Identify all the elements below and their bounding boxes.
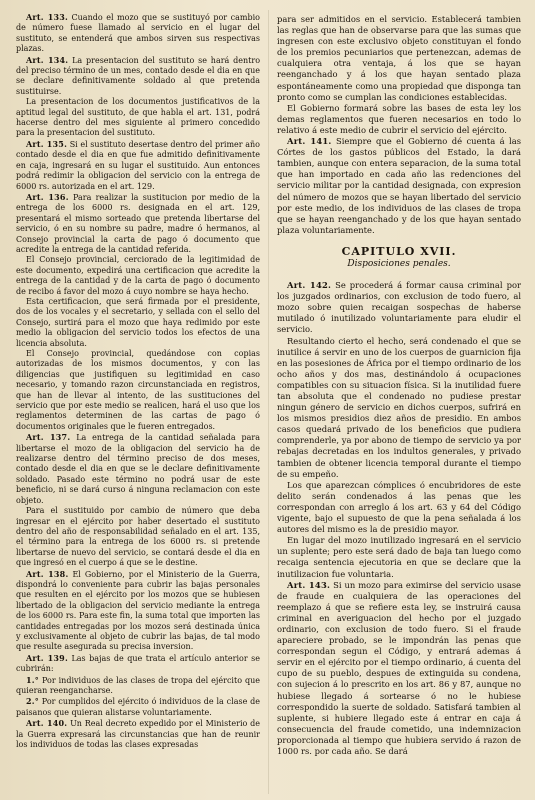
article-text: Resultando cierto el hecho, será condenado el que se inutilice á servir en uno de los cuerpos de guarnicion fija en las posesiones de África por el tiempo ordinario de los ocho años y dos mas, destinándolo á ocupaciones compatibles con su situacion física. Si la inutilidad fuere tan absoluta que el condenado no pudiese prestar ningun género de servicio en dichos cuerpos, sufrirá en los mismos presidios diez años de presidio. En ambos casos quedará privado de los beneficios que pudiera comprenderle, ya por abono de tiempo de servicio ya por rebajas decretadas en los indultos generales, y privado tambien de obtener licencia temporal durante el tiempo de su empeño. <box>277 335 521 479</box>
article-paragraph <box>16 349 260 432</box>
article-paragraph <box>16 675 260 697</box>
article-text: En lugar del mozo inutilizado ingresará en el servicio un suplente; pero este será dado de baja tan luego como recaiga sentencia ejecutoria en que se declare que la inutilizacion fue voluntaria. <box>277 535 521 579</box>
article-text: La presentacion del sustituto se hará dentro del preciso término de un mes, contado desde el dia en que se declare definitivamente soldado al que pretenda sustituirse. <box>16 55 260 96</box>
article-paragraph <box>16 569 260 653</box>
column-divider <box>268 10 269 794</box>
article-number: 1.° <box>26 674 39 685</box>
article-paragraph <box>16 192 260 255</box>
article-paragraph <box>16 97 260 139</box>
article-text: El Gobierno, por el Ministerio de la Guerra, dispondrá lo conveniente para cubrir las bajas personales que resulten en el ejército por los mozos que se hubiesen libertado de la obligacion del servicio mediante la entrega de los 6000 rs. Para este fin, la suma total que importen las cantidades entregadas por los mozos será destinada única y exclusivamente al objeto de cubrir las bajas, de tal modo que resulte asegurada su precisa inversion. <box>16 569 260 652</box>
article-number: Art. 136. <box>26 191 69 202</box>
article-text: Por individuos de las clases de tropa del ejército que quieran reengancharse. <box>16 675 260 695</box>
article-text: Si el sustituto desertase dentro del primer año contado desde el dia en que fue admitido definitivamente en caja, ingresará en su lugar el sustituido. Aun entonces podrá redimir la obligacion del servicio con la entrega de 6000 rs. autorizada en el art. 129. <box>16 139 260 191</box>
article-text: Esta certificacion, que será firmada por el presidente, dos de los vocales y el secretario, y sellada con el sello del Consejo, surtirá para el mozo que haya redimido por este medio la obligacion del servicio todos los efectos de una licencia absoluta. <box>16 296 260 348</box>
article-text: Siempre que el Gobierno dé cuenta á las Córtes de los gastos públicos del Estado, la dará tambien, aunque con entera separacion, de la suma total que han importado en cada año las redenciones del servicio militar por la cantidad designada, con expresion del número de mozos que se hayan libertado del servicio por este medio, de los individuos de las clases de tropa que se hayan reenganchado y de los que hayan sentado plaza voluntariamente. <box>277 136 521 235</box>
article-paragraph <box>277 280 521 335</box>
article-text: Se procederá á formar causa criminal por los juzgados ordinarios, con exclusion de todo fuero, al mozo sobre quien recaigan sospechas de haberse mutilado ó inutilizado voluntariamente para eludir el servicio. <box>277 280 521 335</box>
chapter-subtitle: Disposiciones penales. <box>347 258 451 269</box>
article-paragraph <box>277 136 521 236</box>
article-paragraph <box>16 653 260 675</box>
article-text: Si un mozo para eximirse del servicio usase de fraude en cualquiera de las operaciones del reemplazo á que se refiere esta ley, se instruirá causa criminal en averiguacion del hecho por el juzgado ordinario, con exclusion de todo fuero. Si el fraude apareciere probado, se le impondrán las penas que correspondan segun el Código, y entrará ademas á servir en el ejército por el tiempo ordinario, á cuenta del cupo de su pueblo, despues de extinguida su condena, con sujecion á lo prescrito en los art. 86 y 87, aunque no hubiese llegado á sortearse ó no le hubiese correspondido la suerte de soldado. Satisfará tambien al suplente, si hubiere llegado este á entrar en caja á consecuencia del fraude cometido, una indemnizacion proporcionada al tiempo que hubiera servido á razon de 1000 rs. por cada año. Se dará <box>277 579 521 756</box>
article-paragraph <box>277 535 521 579</box>
left-column <box>16 12 260 794</box>
right-column-bottom-text <box>277 280 521 757</box>
article-number: Art. 135. <box>26 138 68 149</box>
article-text: Un Real decreto expedido por el Ministerio de la Guerra expresará las circunstancias que han de reunir los individuos de todas las clases expresadas <box>16 719 260 750</box>
article-paragraph <box>277 580 521 758</box>
article-number: Art. 143. <box>287 579 331 590</box>
article-text: para ser admitidos en el servicio. Establecerá tambien las reglas que han de observarse para que las sumas que ingresen con este exclusivo objeto constituyan el fondo de los premios pecuniarios que pertenezcan, ademas de cualquiera otra ventaja, á los que se hayan reenganchado y á los que hayan sentado plaza espontáneamente como una propiedad que disponga tan pronto como se cumplan las condiciones establecidas. <box>277 14 521 102</box>
article-paragraph <box>16 12 260 55</box>
article-number: Art. 134. <box>26 54 69 65</box>
article-text: Los que aparezcan cómplices ó encubridores de este delito serán condenados á las penas que les correspondan con arreglo á los art. 63 y 64 del Código vigente, bajo el supuesto de que la pena señalada á los autores del mismo es la de presidio mayor. <box>277 479 521 535</box>
article-number: Art. 138. <box>26 568 69 579</box>
article-text: El Consejo provincial, cerciorado de la legitimidad de este documento, expedirá una certificacion que acredite la entrega de la cantidad y de la carta de pago ó documento de recibo á favor del mozo á cuyo nombre se haya hecho. <box>16 255 260 296</box>
article-text: Para realizar la sustitucion por medio de la entrega de los 6000 rs. designada en el art. 129, presentará el mismo sorteado que pretenda libertarse del servicio, ó en su nombre su padre, madre ó hermanos, al Consejo provincial la carta de pago ó documento que acredite la entrega de la cantidad referida. <box>16 192 260 254</box>
article-paragraph <box>16 506 260 568</box>
article-paragraph <box>16 139 260 192</box>
article-paragraph <box>16 432 260 506</box>
article-text: Cuando el mozo que se sustituyó por cambio de número fuese llamado al servicio en el lugar del sustituto, se entenderá que ambos sirven sus respectivas plazas. <box>16 13 260 54</box>
article-text: Las bajas de que trata el artículo anterior se cubrirán: <box>16 653 260 674</box>
right-column-top-text <box>277 14 521 236</box>
article-text: El Gobierno formará sobre las bases de esta ley los demas reglamentos que fueren necesarios en todo lo relativo á este medio de cubrir el servicio del ejército. <box>277 102 521 135</box>
article-number: Art. 139. <box>26 652 68 663</box>
article-text: Por cumplidos del ejército ó individuos de la clase de paisanos que quieran alistarse voluntariamente. <box>16 697 260 717</box>
article-text: La entrega de la cantidad señalada para libertarse el mozo de la obligacion del servicio ha de realizarse dentro del término preciso de dos meses, contado desde el dia en que se le declare definitivamente soldado. Pasado este término no podrá usar de este beneficio, ni se dará curso á ninguna reclamacion con este objeto. <box>16 433 260 505</box>
right-column <box>277 14 521 796</box>
article-text: La presentacion de los documentos justificativos de la aptitud legal del sustituto, de que habla el art. 131, podrá hacerse dentro del mes siguiente al primero concedido para la presentacion del sustituto. <box>16 97 260 138</box>
article-paragraph <box>16 718 260 750</box>
article-number: Art. 137. <box>26 432 71 443</box>
article-number: Art. 133. <box>26 12 68 22</box>
article-number: Art. 142. <box>287 280 332 291</box>
article-paragraph <box>277 336 521 480</box>
article-number: Art. 141. <box>287 136 332 147</box>
article-paragraph <box>16 55 260 98</box>
article-paragraph <box>277 103 521 136</box>
article-paragraph <box>16 297 260 349</box>
article-paragraph <box>16 255 260 297</box>
article-text: El Consejo provincial, quedándose con copias autorizadas de los mismos documentos, y con las diligencias que justifiquen su legitimidad en caso necesario, y tomando razon circunstanciada en registros, que han de llevar al intento, de las sustituciones del servicio que por este medio se realicen, hará el uso que los reglamentos determinen de las cartas de pago ó documentos originales que le fueren entregados. <box>16 349 260 431</box>
article-number: 2.° <box>26 696 39 707</box>
article-paragraph <box>277 480 521 535</box>
article-paragraph <box>277 14 521 103</box>
chapter-title: CAPITULO XVII. <box>341 244 457 258</box>
article-paragraph <box>16 696 260 718</box>
article-text: Para el sustituido por cambio de número que deba ingresar en el ejército por haber desertado el sustituto dentro del año de responsabilidad señalado en el art. 135, el término para la entrega de los 6000 rs. si pretende libertarse de nuevo del servicio, se contará desde el dia en que ingresó en el cuerpo á que se le destine. <box>16 506 260 568</box>
article-number: Art. 140. <box>26 718 68 729</box>
